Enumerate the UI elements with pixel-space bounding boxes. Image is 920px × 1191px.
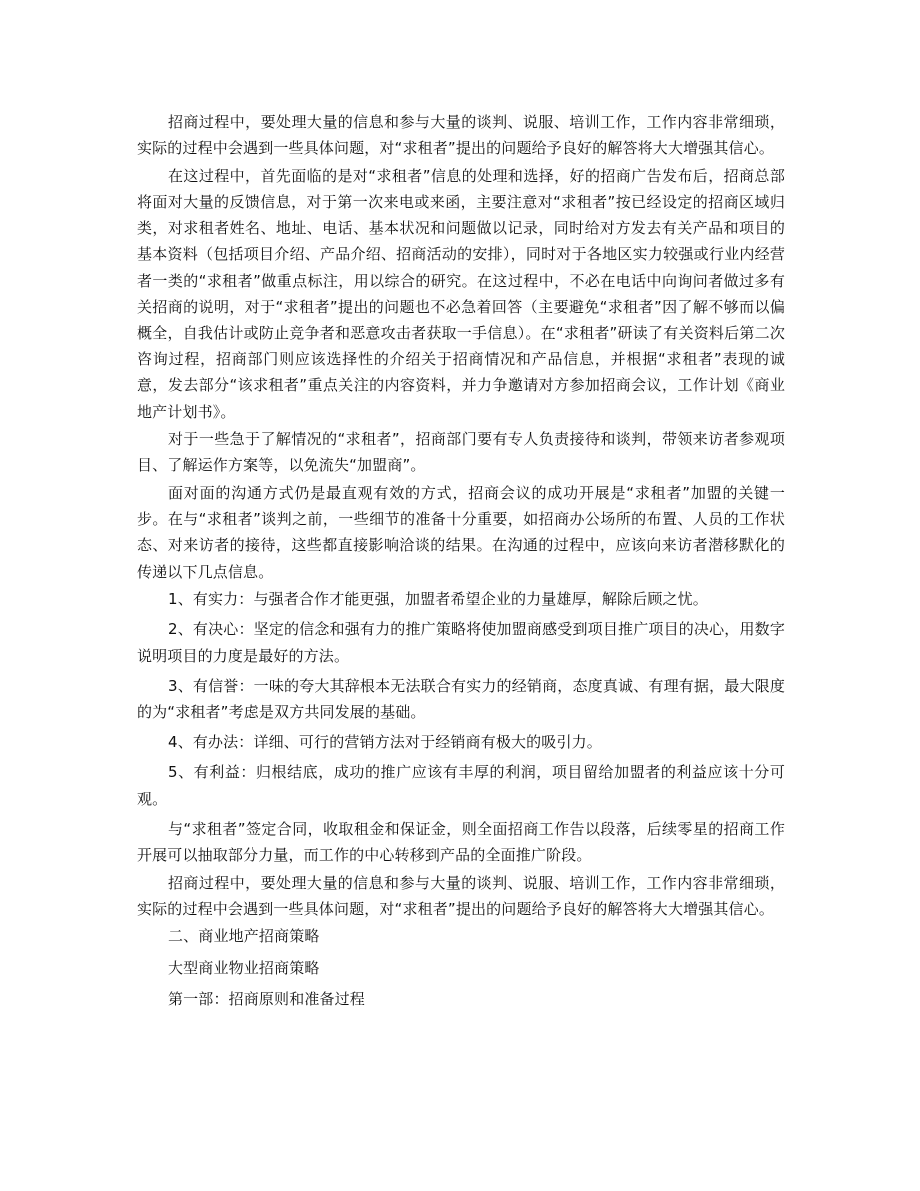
list-item-credibility: 3、有信誉：一味的夸大其辞根本无法联合有实力的经销商，态度真诚、有理有据，最大限度的为“求租者”考虑是双方共同发展的基础。	[137, 676, 785, 722]
paragraph-contract: 与“求租者”签定合同，收取租金和保证金，则全面招商工作告以段落，后续零星的招商工作开展可以抽取部分力量，而工作的中心转移到产品的全面推广阶段。	[137, 819, 785, 865]
section-heading: 二、商业地产招商策略	[168, 927, 320, 946]
subsection-heading: 大型商业物业招商策略	[168, 958, 320, 977]
list-item-strength: 1、有实力：与强者合作才能更强，加盟者希望企业的力量雄厚，解除后顾之忧。	[168, 590, 708, 609]
paragraph-intro-repeat: 招商过程中，要处理大量的信息和参与大量的谈判、说服、培训工作，工作内容非常细琐，实际的过程中会遇到一些具体问题，对“求租者”提出的问题给予良好的解答将大大增强其信心。	[137, 873, 785, 918]
list-item-method: 4、有办法：详细、可行的营销方法对于经销商有极大的吸引力。	[168, 733, 602, 752]
paragraph-reception: 对于一些急于了解情况的“求租者”，招商部门要有专人负责接待和谈判，带领来访者参观项目、了解运作方案等，以免流失“加盟商”。	[137, 430, 785, 475]
list-item-determination: 2、有决心：坚定的信念和强有力的推广策略将使加盟商感受到项目推广项目的决心，用数字说明项目的力度是最好的方法。	[137, 620, 785, 665]
document-body	[137, 109, 785, 1017]
list-item-profit: 5、有利益：归根结底，成功的推广应该有丰厚的利润，项目留给加盟者的利益应该十分可观。	[137, 763, 785, 808]
paragraph-intro: 招商过程中，要处理大量的信息和参与大量的谈判、说服、培训工作，工作内容非常细琐，实际的过程中会遇到一些具体问题，对“求租者”提出的问题给予良好的解答将大大增强其信心。	[137, 113, 785, 158]
paragraph-face-to-face: 面对面的沟通方式仍是最直观有效的方式，招商会议的成功开展是“求租者”加盟的关键一步。在与“求租者”谈判之前，一些细节的准备十分重要，如招商办公场所的布置、人员的工作状态、对来访者的接待，这些都直接影响洽谈的结果。在沟通的过程中，应该向来访者潜移默化的传递以下几点信息。	[137, 484, 785, 581]
paragraph-inquiry-handling: 在这过程中，首先面临的是对“求租者”信息的处理和选择，好的招商广告发布后，招商总部将面对大量的反馈信息，对于第一次来电或来函，主要注意对“求租者”按已经设定的招商区域归类，对求租者姓名、地址、电话、基本状况和问题做以记录，同时给对方发去有关产品和项目的基本资料（包括项目介绍、产品介绍、招商活动的安排），同时对于各地区实力较强或行业内经营者一类的“求租者”做重点标注，用以综合的研究。在这过程中，不必在电话中向询问者做过多有关招商的说明，对于“求租者”提出的问题也不必急着回答（主要避免“求租者”因了解不够而以偏概全，自我估计或防止竞争者和恶意攻击者获取一手信息）。在“求租者”研读了有关资料后第二次咨询过程，招商部门则应该选择性的介绍关于招商情况和产品信息，并根据“求租者”表现的诚意，发去部分“该求租者”重点关注的内容资料，并力争邀请对方参加招商会议，工作计划《商业地产计划书》。	[137, 166, 785, 421]
part-heading: 第一部：招商原则和准备过程	[168, 989, 365, 1008]
